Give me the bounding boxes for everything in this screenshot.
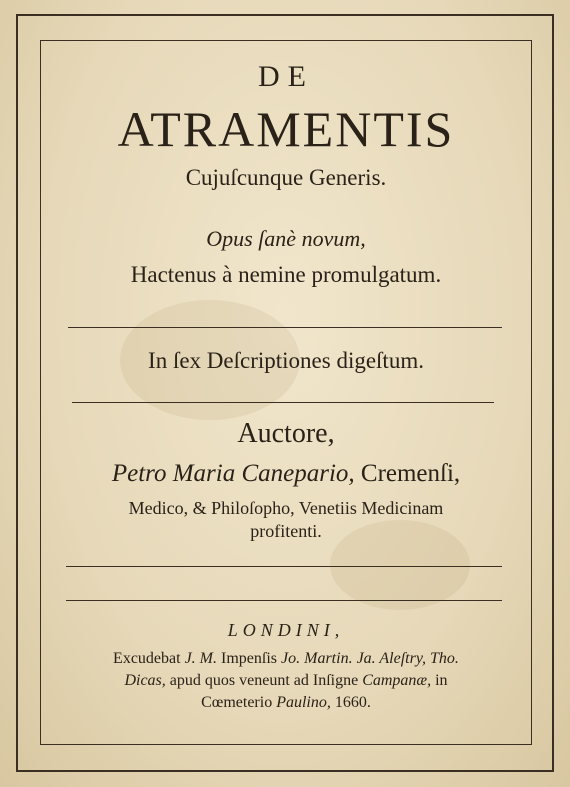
imprint-text: Excudebat [113, 650, 181, 667]
auctore-label: Auctore, [237, 418, 335, 449]
imprint-text: Cœmeterio [201, 694, 273, 711]
imprint-text: Impenſis [221, 650, 278, 667]
publisher-names: Jo. Martin. Ja. Aleſtry, Tho. [281, 650, 459, 667]
hactenus-line: Hactenus à nemine promulgatum. [130, 262, 442, 287]
author-role-continued: profitenti. [250, 521, 322, 541]
descriptions-line: In ſex Deſcriptiones digeſtum. [148, 348, 424, 373]
imprint-line-1 [40, 650, 532, 668]
divider-rule [68, 327, 502, 328]
imprint-line-3 [40, 694, 532, 712]
author-place: Cremenſi, [360, 460, 461, 487]
printer-initials: J. M. [184, 650, 218, 667]
book-subtitle: Cujuſcunque Generis. [185, 165, 387, 190]
divider-rule [66, 566, 502, 567]
sign-name: Campanæ, [362, 672, 432, 689]
imprint-text: apud quos veneunt ad Inſigne [169, 672, 359, 689]
divider-rule [66, 600, 502, 601]
opus-line: Opus ſanè novum, [206, 226, 366, 251]
author-role: Medico, & Philoſopho, Venetiis Medicinam [128, 498, 444, 518]
book-title: ATRAMENTIS [117, 101, 455, 157]
imprint-line-2 [40, 672, 532, 690]
imprint-city: LONDINI, [227, 620, 345, 640]
imprint-text: in [435, 672, 448, 689]
author-name: Petro Maria Canepario, [111, 460, 355, 487]
divider-rule [72, 402, 494, 403]
title-prefix: DE [258, 60, 314, 93]
location-name: Paulino, [276, 694, 331, 711]
publisher-names: Dicas, [124, 672, 166, 689]
publication-year: 1660. [334, 694, 371, 711]
author-line [40, 460, 532, 488]
